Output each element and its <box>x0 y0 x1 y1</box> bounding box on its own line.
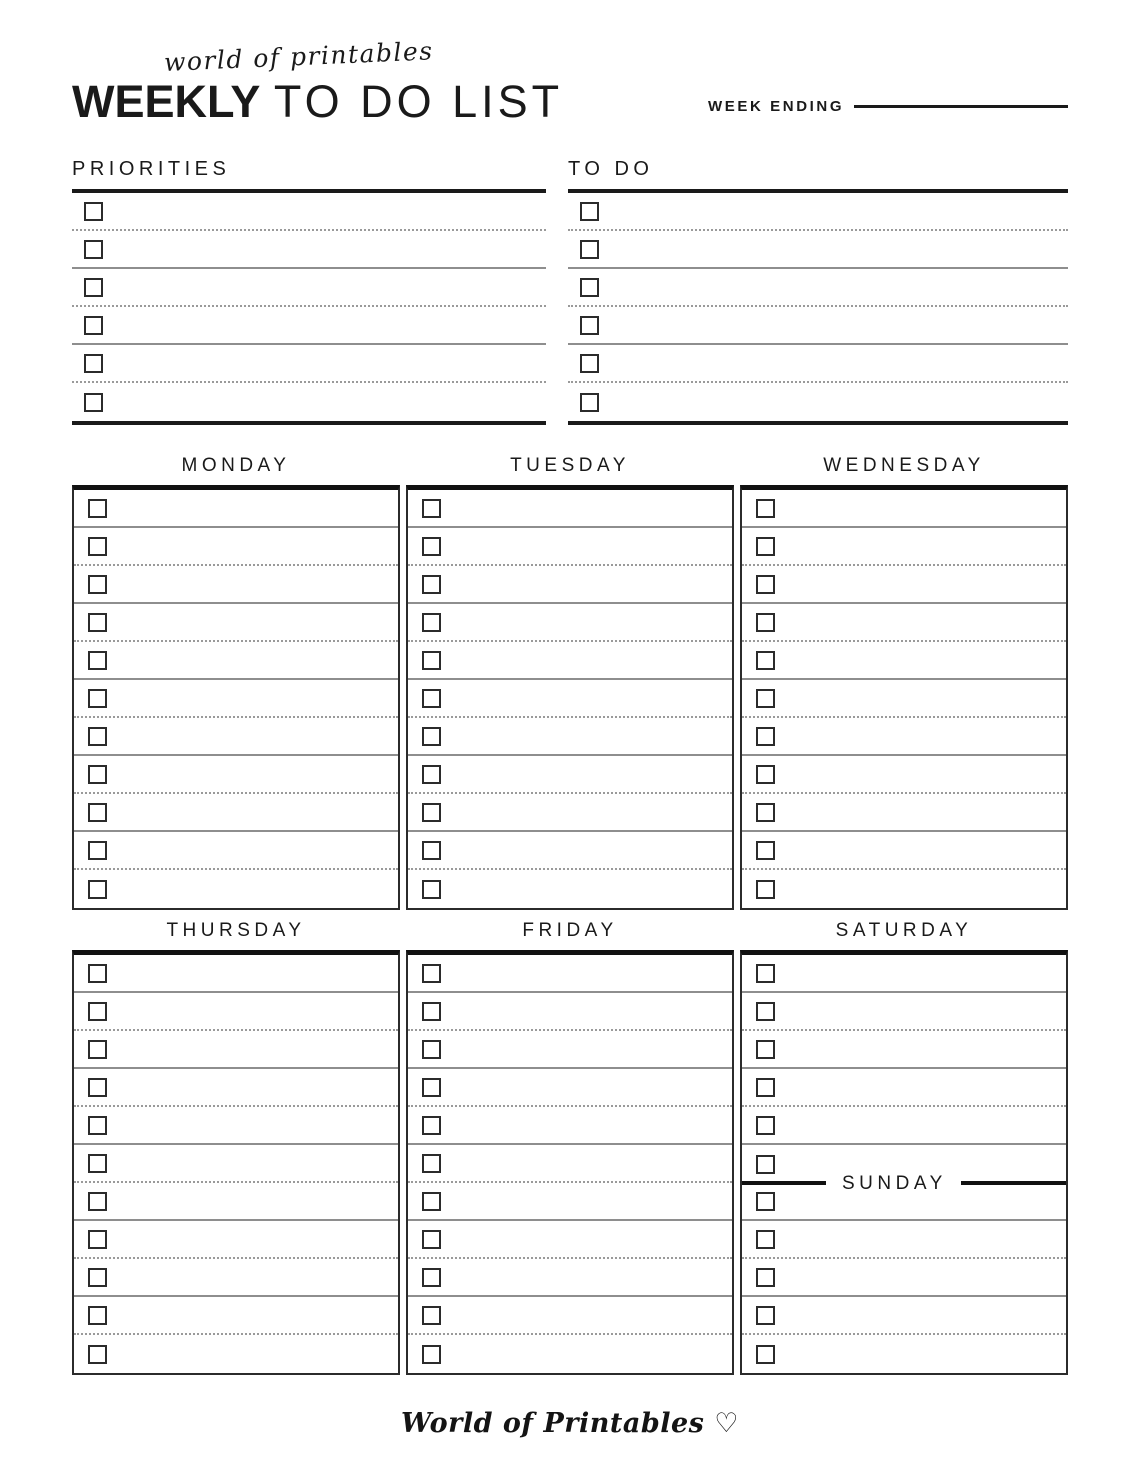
checkbox-icon[interactable] <box>88 841 107 860</box>
day-task-row[interactable] <box>74 1069 398 1107</box>
checkbox-icon[interactable] <box>84 354 103 373</box>
priorities-item-row[interactable] <box>72 307 546 345</box>
day-task-row[interactable] <box>408 604 732 642</box>
day-heading-sunday: SUNDAY <box>826 1174 961 1193</box>
page-footer <box>0 1408 1140 1439</box>
checkbox-icon[interactable] <box>84 393 103 412</box>
week-ending-write-line[interactable] <box>854 105 1068 108</box>
priorities-item-row[interactable] <box>72 383 546 421</box>
day-task-row[interactable] <box>408 756 732 794</box>
checkbox-icon[interactable] <box>580 240 599 259</box>
day-task-row[interactable] <box>742 680 1066 718</box>
day-task-row[interactable] <box>408 1107 732 1145</box>
day-task-row[interactable] <box>742 832 1066 870</box>
day-task-row[interactable] <box>74 1259 398 1297</box>
day-task-row[interactable] <box>742 528 1066 566</box>
day-task-row[interactable] <box>74 1183 398 1221</box>
todo-section <box>568 158 1068 425</box>
checkbox-icon[interactable] <box>580 202 599 221</box>
checkbox-icon[interactable] <box>88 765 107 784</box>
checkbox-icon[interactable] <box>422 1154 441 1173</box>
checkbox-icon[interactable] <box>756 1230 775 1249</box>
checkbox-icon[interactable] <box>756 651 775 670</box>
checkbox-icon[interactable] <box>756 575 775 594</box>
todo-item-row[interactable] <box>568 231 1068 269</box>
day-cell-monday <box>72 455 400 910</box>
day-cell-thursday <box>72 920 400 1375</box>
checkbox-icon[interactable] <box>422 1040 441 1059</box>
todo-item-row[interactable] <box>568 193 1068 231</box>
day-task-row[interactable] <box>742 993 1066 1031</box>
day-cell-tuesday <box>406 455 734 910</box>
day-task-row[interactable] <box>742 1031 1066 1069</box>
checkbox-icon[interactable] <box>756 765 775 784</box>
day-task-row[interactable] <box>408 1031 732 1069</box>
day-task-row[interactable] <box>408 528 732 566</box>
day-task-row[interactable] <box>74 680 398 718</box>
day-heading-monday: MONDAY <box>181 455 291 476</box>
todo-item-row[interactable] <box>568 383 1068 421</box>
checkbox-icon[interactable] <box>422 575 441 594</box>
day-task-row[interactable] <box>74 528 398 566</box>
checkbox-icon[interactable] <box>756 1306 775 1325</box>
checkbox-icon[interactable] <box>88 1268 107 1287</box>
checkbox-icon[interactable] <box>84 278 103 297</box>
checkbox-icon[interactable] <box>422 765 441 784</box>
checkbox-icon[interactable] <box>422 1192 441 1211</box>
checkbox-icon[interactable] <box>88 499 107 518</box>
day-task-row[interactable] <box>408 642 732 680</box>
day-task-row[interactable] <box>742 718 1066 756</box>
day-task-row[interactable] <box>74 1145 398 1183</box>
checkbox-icon[interactable] <box>422 613 441 632</box>
day-task-row[interactable] <box>742 1107 1066 1145</box>
day-task-row[interactable] <box>408 993 732 1031</box>
priorities-list <box>72 189 546 425</box>
checkbox-icon[interactable] <box>422 841 441 860</box>
day-task-row[interactable] <box>74 1335 398 1373</box>
checkbox-icon[interactable] <box>422 727 441 746</box>
todo-item-row[interactable] <box>568 269 1068 307</box>
day-task-row[interactable] <box>742 1221 1066 1259</box>
day-grid-row <box>72 455 1068 910</box>
checkbox-icon[interactable] <box>84 202 103 221</box>
checkbox-icon[interactable] <box>756 689 775 708</box>
day-box-monday <box>72 485 400 910</box>
day-task-row[interactable] <box>408 870 732 908</box>
checkbox-icon[interactable] <box>422 1345 441 1364</box>
day-task-row[interactable] <box>408 718 732 756</box>
day-task-row[interactable] <box>74 1031 398 1069</box>
day-task-row[interactable] <box>408 1335 732 1373</box>
day-task-row[interactable] <box>74 955 398 993</box>
day-task-row[interactable] <box>742 1259 1066 1297</box>
checkbox-icon[interactable] <box>88 1230 107 1249</box>
day-grid <box>72 455 1068 1385</box>
checkbox-icon[interactable] <box>88 575 107 594</box>
page-title-light: TO DO LIST <box>273 76 564 127</box>
checkbox-icon[interactable] <box>422 1230 441 1249</box>
checkbox-icon[interactable] <box>88 880 107 899</box>
day-task-row[interactable] <box>408 1069 732 1107</box>
checkbox-icon[interactable] <box>88 1002 107 1021</box>
day-task-row[interactable] <box>74 1107 398 1145</box>
todo-item-row[interactable] <box>568 345 1068 383</box>
day-heading-tuesday: TUESDAY <box>510 455 630 476</box>
page-title <box>72 76 563 128</box>
sunday-rule-right <box>961 1181 1066 1185</box>
checkbox-icon[interactable] <box>88 1192 107 1211</box>
day-heading-wednesday: WEDNESDAY <box>823 455 985 476</box>
checkbox-icon[interactable] <box>756 1116 775 1135</box>
priorities-section <box>72 158 546 425</box>
checkbox-icon[interactable] <box>756 1268 775 1287</box>
day-task-row[interactable] <box>408 1297 732 1335</box>
checkbox-icon[interactable] <box>756 841 775 860</box>
checkbox-icon[interactable] <box>756 1040 775 1059</box>
day-task-row[interactable] <box>74 870 398 908</box>
checkbox-icon[interactable] <box>756 499 775 518</box>
day-task-row[interactable] <box>74 490 398 528</box>
checkbox-icon[interactable] <box>88 1040 107 1059</box>
day-task-row[interactable] <box>408 1221 732 1259</box>
checkbox-icon[interactable] <box>88 537 107 556</box>
day-task-row[interactable] <box>742 604 1066 642</box>
day-task-row[interactable] <box>742 1069 1066 1107</box>
todo-list <box>568 189 1068 425</box>
checkbox-icon[interactable] <box>88 689 107 708</box>
day-task-row[interactable] <box>408 490 732 528</box>
day-grid-row <box>72 920 1068 1375</box>
day-task-row[interactable] <box>74 642 398 680</box>
day-cell-wednesday <box>740 455 1068 910</box>
day-task-row[interactable] <box>742 642 1066 680</box>
sunday-rule-left <box>742 1181 826 1185</box>
brand-tagline: world of printables <box>163 36 435 77</box>
day-cell-friday <box>406 920 734 1375</box>
day-task-row[interactable] <box>408 1259 732 1297</box>
checkbox-icon[interactable] <box>422 1116 441 1135</box>
day-task-row[interactable] <box>74 1221 398 1259</box>
checkbox-icon[interactable] <box>422 964 441 983</box>
day-task-row[interactable] <box>742 955 1066 993</box>
checkbox-icon[interactable] <box>88 1345 107 1364</box>
day-task-row[interactable] <box>742 490 1066 528</box>
checkbox-icon[interactable] <box>580 316 599 335</box>
week-ending-label: WEEK ENDING <box>708 98 845 115</box>
checkbox-icon[interactable] <box>422 1078 441 1097</box>
day-box-thursday <box>72 950 400 1375</box>
day-task-row[interactable] <box>74 756 398 794</box>
day-heading-friday: FRIDAY <box>522 920 618 941</box>
checkbox-icon[interactable] <box>756 1155 775 1174</box>
day-task-row[interactable] <box>408 680 732 718</box>
priorities-item-row[interactable] <box>72 345 546 383</box>
priorities-item-row[interactable] <box>72 231 546 269</box>
day-box-wednesday <box>740 485 1068 910</box>
checkbox-icon[interactable] <box>756 803 775 822</box>
day-task-row[interactable] <box>74 794 398 832</box>
checkbox-icon[interactable] <box>422 537 441 556</box>
day-task-row[interactable] <box>74 604 398 642</box>
day-task-row[interactable] <box>74 993 398 1031</box>
checkbox-icon[interactable] <box>422 651 441 670</box>
priorities-item-row[interactable] <box>72 193 546 231</box>
todo-item-row[interactable] <box>568 307 1068 345</box>
day-task-row[interactable] <box>74 718 398 756</box>
checkbox-icon[interactable] <box>88 1154 107 1173</box>
checkbox-icon[interactable] <box>422 1268 441 1287</box>
day-task-row[interactable] <box>74 1297 398 1335</box>
checkbox-icon[interactable] <box>756 964 775 983</box>
day-task-row[interactable] <box>408 1145 732 1183</box>
checkbox-icon[interactable] <box>422 803 441 822</box>
checkbox-icon[interactable] <box>88 727 107 746</box>
checkbox-icon[interactable] <box>88 651 107 670</box>
checkbox-icon[interactable] <box>756 1192 775 1211</box>
brand-logo: World of Printables ♡ <box>401 1408 739 1439</box>
checkbox-icon[interactable] <box>422 880 441 899</box>
checkbox-icon[interactable] <box>88 964 107 983</box>
checkbox-icon[interactable] <box>756 537 775 556</box>
checkbox-icon[interactable] <box>580 354 599 373</box>
checkbox-icon[interactable] <box>756 613 775 632</box>
checkbox-icon[interactable] <box>422 689 441 708</box>
checkbox-icon[interactable] <box>88 1116 107 1135</box>
day-task-row[interactable] <box>408 955 732 993</box>
checkbox-icon[interactable] <box>756 727 775 746</box>
checkbox-icon[interactable] <box>756 1002 775 1021</box>
checkbox-icon[interactable] <box>580 393 599 412</box>
checkbox-icon[interactable] <box>84 240 103 259</box>
page-header <box>72 36 1068 140</box>
checkbox-icon[interactable] <box>756 880 775 899</box>
checkbox-icon[interactable] <box>88 1306 107 1325</box>
day-task-row[interactable] <box>742 566 1066 604</box>
checkbox-icon[interactable] <box>580 278 599 297</box>
day-task-row[interactable] <box>408 1183 732 1221</box>
day-heading-thursday: THURSDAY <box>166 920 306 941</box>
checkbox-icon[interactable] <box>756 1345 775 1364</box>
day-task-row[interactable] <box>408 794 732 832</box>
priorities-heading: PRIORITIES <box>72 158 231 180</box>
day-heading-saturday: SATURDAY <box>835 920 973 941</box>
day-task-row[interactable] <box>742 1297 1066 1335</box>
day-task-row[interactable] <box>742 794 1066 832</box>
checkbox-icon[interactable] <box>756 1078 775 1097</box>
day-task-row[interactable] <box>742 1335 1066 1373</box>
day-cell-saturday <box>740 920 1068 1375</box>
checkbox-icon[interactable] <box>84 316 103 335</box>
top-lists <box>72 158 1068 425</box>
checkbox-icon[interactable] <box>422 1306 441 1325</box>
day-task-row[interactable] <box>74 566 398 604</box>
day-box-friday <box>406 950 734 1375</box>
checkbox-icon[interactable] <box>88 613 107 632</box>
page-title-bold: WEEKLY <box>72 76 261 127</box>
day-task-row[interactable] <box>742 756 1066 794</box>
week-ending-field[interactable] <box>708 98 1068 115</box>
checkbox-icon[interactable] <box>88 1078 107 1097</box>
checkbox-icon[interactable] <box>422 1002 441 1021</box>
day-task-row[interactable] <box>74 832 398 870</box>
checkbox-icon[interactable] <box>88 803 107 822</box>
todo-heading: TO DO <box>568 158 654 180</box>
day-box-tuesday <box>406 485 734 910</box>
day-task-row[interactable] <box>742 870 1066 908</box>
priorities-item-row[interactable] <box>72 269 546 307</box>
day-box-saturday <box>740 950 1068 1375</box>
day-task-row[interactable] <box>408 832 732 870</box>
checkbox-icon[interactable] <box>422 499 441 518</box>
day-task-row[interactable] <box>408 566 732 604</box>
